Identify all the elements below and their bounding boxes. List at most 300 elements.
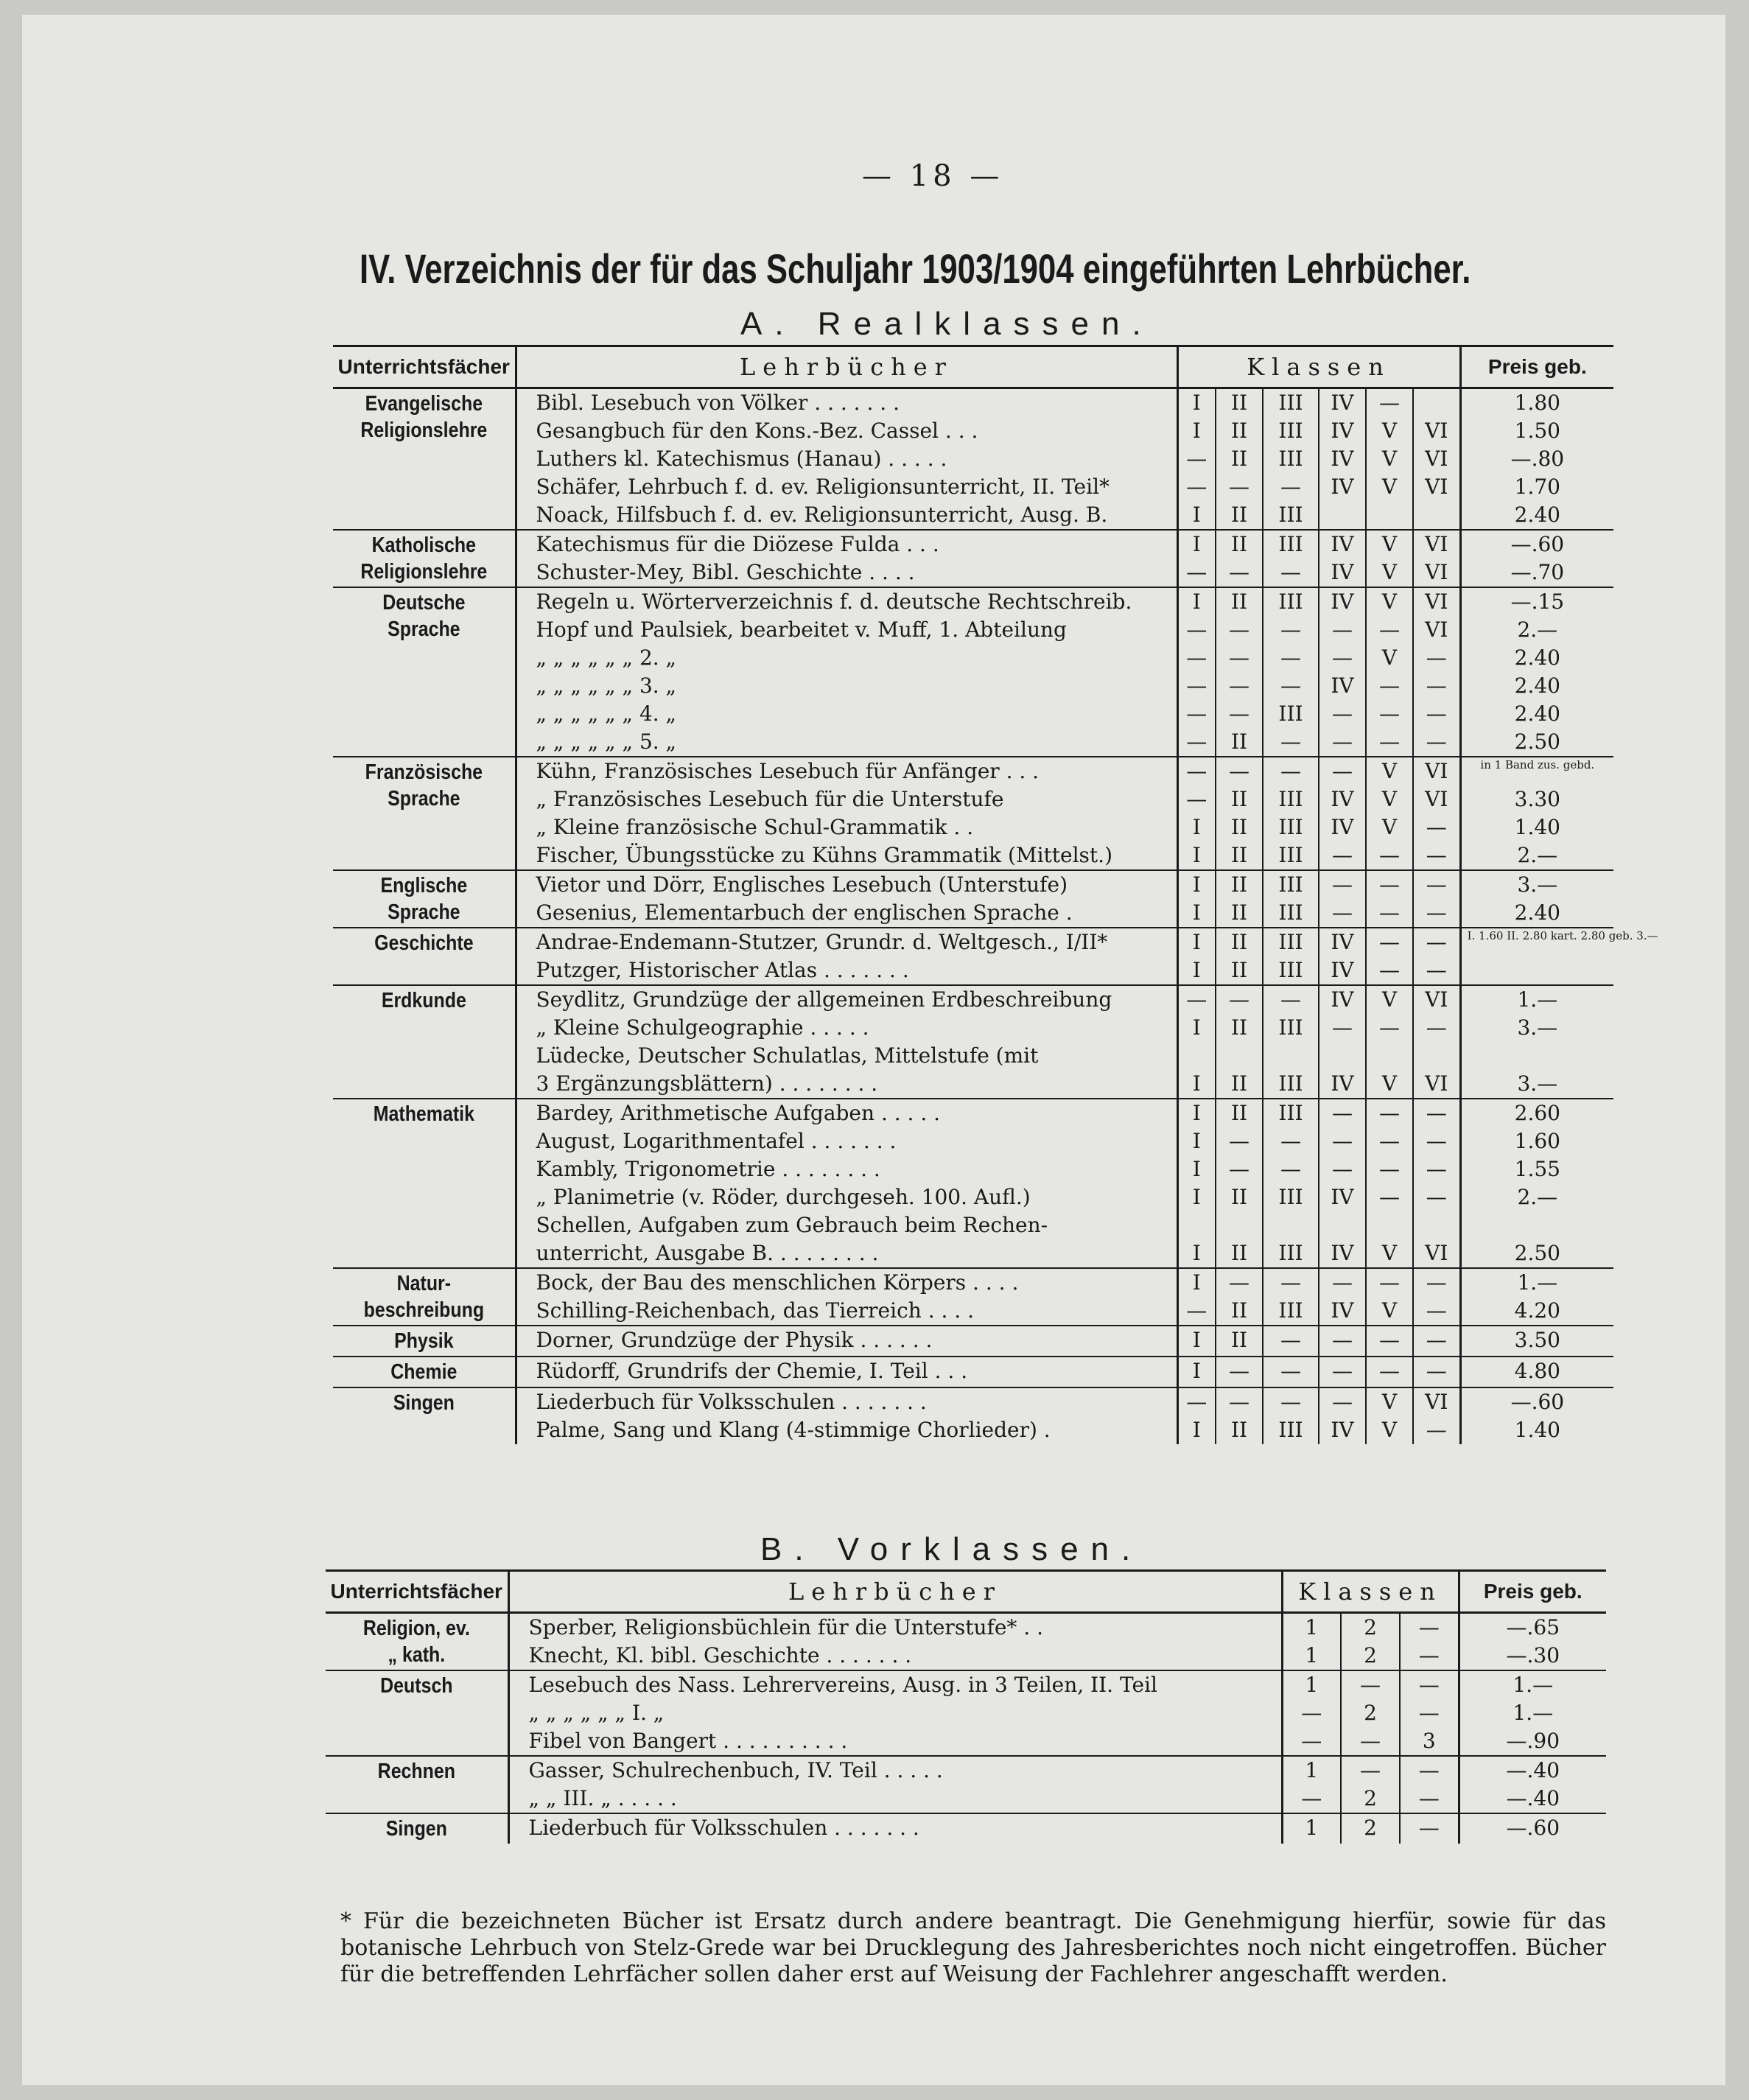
class-cell: I <box>1177 1416 1216 1444</box>
book-title: Dorner, Grundzüge der Physik . . . . . . <box>516 1326 1177 1357</box>
class-cell: IV <box>1319 530 1366 559</box>
class-cell: — <box>1216 985 1263 1014</box>
price-cell: 3.30 <box>1514 787 1560 811</box>
subject-cell: Singen <box>338 1813 495 1844</box>
book-title: „ Kleine Schulgeographie . . . . . <box>516 1014 1177 1042</box>
header-books: Lehrbücher <box>516 346 1177 388</box>
table-row <box>333 473 1613 501</box>
book-title: Regeln u. Wörterverzeichnis f. d. deutsche Rechtschreib. <box>516 587 1177 616</box>
table-row <box>333 1387 1613 1416</box>
table-row <box>333 899 1613 928</box>
class-cell: III <box>1263 700 1319 728</box>
class-cell: I <box>1177 813 1216 841</box>
table-row <box>326 1642 1606 1670</box>
class-cell: — <box>1413 1357 1460 1387</box>
class-cell: IV <box>1319 928 1366 956</box>
class-cell: IV <box>1319 956 1366 985</box>
price-cell: —.60 <box>1460 530 1613 559</box>
class-cell: — <box>1413 700 1460 728</box>
price-cell: 3.— <box>1517 1071 1558 1096</box>
class-cell: IV <box>1319 785 1366 813</box>
book-title: Knecht, Kl. bibl. Geschichte . . . . . . . <box>508 1642 1282 1670</box>
class-cell: — <box>1263 1326 1319 1357</box>
price-cell <box>1460 1042 1613 1070</box>
class-cell: — <box>1319 1099 1366 1127</box>
book-title: Katechismus für die Diözese Fulda . . . <box>516 530 1177 559</box>
class-cell: — <box>1177 672 1216 700</box>
table-row <box>326 1613 1606 1642</box>
book-title: 3 Ergänzungsblättern) . . . . . . . . <box>516 1070 1177 1099</box>
price-cell: 2.40 <box>1514 900 1560 925</box>
subject-cell: Religion, ev. „ kath. <box>338 1613 495 1671</box>
class-cell: V <box>1366 1387 1413 1416</box>
table-row <box>333 1014 1613 1042</box>
price-cell: 2.40 <box>1514 673 1560 698</box>
class-cell: — <box>1216 757 1263 785</box>
subject-cell: Singen <box>346 1387 502 1444</box>
price-cell: —.30 <box>1506 1643 1560 1667</box>
class-cell: — <box>1177 700 1216 728</box>
price-cell: 1.70 <box>1514 475 1560 499</box>
class-cell: I <box>1177 587 1216 616</box>
class-cell: II <box>1216 1099 1263 1127</box>
price-cell: 1.— <box>1460 1268 1613 1297</box>
class-cell: V <box>1366 587 1413 616</box>
class-cell <box>1177 1211 1216 1239</box>
class-cell: VI <box>1413 985 1460 1014</box>
class-cell: IV <box>1319 587 1366 616</box>
class-cell: III <box>1263 501 1319 530</box>
book-title: Bibl. Lesebuch von Völker . . . . . . . <box>516 388 1177 418</box>
book-title: „ Französisches Lesebuch für die Unterstufe <box>516 785 1177 813</box>
subject-cell: Deutsche Sprache <box>346 587 502 757</box>
subject-cell: Geschichte <box>346 928 502 985</box>
class-cell: III <box>1263 587 1319 616</box>
class-cell: — <box>1413 899 1460 928</box>
table-row <box>333 870 1613 899</box>
class-cell: V <box>1366 445 1413 473</box>
class-cell: III <box>1263 1297 1319 1326</box>
class-cell: II <box>1216 870 1263 899</box>
class-cell: II <box>1216 1326 1263 1357</box>
book-title: Kambly, Trigonometrie . . . . . . . . <box>516 1155 1177 1183</box>
class-cell: IV <box>1319 445 1366 473</box>
class-cell: III <box>1263 870 1319 899</box>
book-title: Liederbuch für Volksschulen . . . . . . . <box>508 1813 1282 1844</box>
book-title: Fischer, Übungsstücke zu Kühns Grammatik (Mittelst.) <box>516 841 1177 870</box>
price-cell: —.60 <box>1459 1813 1606 1844</box>
class-cell: — <box>1263 672 1319 700</box>
table-row <box>333 1268 1613 1297</box>
class-cell: — <box>1319 644 1366 672</box>
class-cell: — <box>1177 445 1216 473</box>
table-row <box>333 1099 1613 1127</box>
class-cell: IV <box>1319 813 1366 841</box>
class-cell: 2 <box>1341 1785 1400 1813</box>
class-cell <box>1319 1042 1366 1070</box>
class-cell: — <box>1263 644 1319 672</box>
price-cell: —.65 <box>1506 1615 1560 1639</box>
table-row <box>333 1297 1613 1326</box>
class-cell: 2 <box>1341 1699 1400 1727</box>
price-cell: 2.40 <box>1514 503 1560 527</box>
price-cell: —.40 <box>1459 1756 1606 1785</box>
class-cell: VI <box>1413 1239 1460 1268</box>
class-cell: V <box>1366 1070 1413 1099</box>
class-cell: — <box>1319 841 1366 870</box>
class-cell: IV <box>1319 1297 1366 1326</box>
class-cell: VI <box>1413 559 1460 587</box>
subject-cell: Englische Sprache <box>346 870 502 928</box>
class-cell: I <box>1177 1099 1216 1127</box>
class-cell: — <box>1177 728 1216 757</box>
class-cell: — <box>1177 616 1216 644</box>
class-cell <box>1319 1211 1366 1239</box>
book-title: „ „ „ „ „ „ 3. „ <box>516 672 1177 700</box>
price-cell: 3.— <box>1460 870 1613 899</box>
class-cell: VI <box>1413 757 1460 785</box>
class-cell: I <box>1177 417 1216 445</box>
book-title: Bardey, Arithmetische Aufgaben . . . . . <box>516 1099 1177 1127</box>
class-cell: — <box>1319 870 1366 899</box>
class-cell: 3 <box>1400 1727 1459 1756</box>
book-title: „ „ „ „ „ „ 4. „ <box>516 700 1177 728</box>
class-cell: — <box>1263 616 1319 644</box>
class-cell <box>1413 1042 1460 1070</box>
class-cell: 2 <box>1341 1813 1400 1844</box>
class-cell: — <box>1400 1642 1459 1670</box>
price-cell: —.60 <box>1460 1387 1613 1416</box>
class-cell: VI <box>1413 1070 1460 1099</box>
class-cell: III <box>1263 928 1319 956</box>
book-title: Lüdecke, Deutscher Schulatlas, Mittelstufe (mit <box>516 1042 1177 1070</box>
class-cell: II <box>1216 841 1263 870</box>
subject-cell: Natur- beschreibung <box>346 1268 502 1326</box>
class-cell: — <box>1413 1127 1460 1155</box>
class-cell: I <box>1177 841 1216 870</box>
table-row <box>333 728 1613 757</box>
book-title: Putzger, Historischer Atlas . . . . . . . <box>516 956 1177 985</box>
class-cell: — <box>1263 1268 1319 1297</box>
book-title: Rüdorff, Grundrifs der Chemie, I. Teil . . . <box>516 1357 1177 1387</box>
class-cell: — <box>1366 728 1413 757</box>
class-cell: — <box>1413 841 1460 870</box>
class-cell: III <box>1263 1014 1319 1042</box>
class-cell <box>1263 1211 1319 1239</box>
class-cell: — <box>1263 1155 1319 1183</box>
class-cell: II <box>1216 956 1263 985</box>
price-cell: 1.50 <box>1514 419 1560 443</box>
table-row <box>333 841 1613 870</box>
price-cell: 2.40 <box>1514 645 1560 670</box>
price-cell: 2.— <box>1517 617 1558 642</box>
table-row <box>333 672 1613 700</box>
table-row <box>333 1211 1613 1239</box>
class-cell: II <box>1216 1014 1263 1042</box>
price-cell: 4.20 <box>1514 1298 1560 1323</box>
book-title: Schellen, Aufgaben zum Gebrauch beim Rechen- <box>516 1211 1177 1239</box>
price-cell: 1.60 <box>1514 1129 1560 1153</box>
class-cell: — <box>1413 813 1460 841</box>
price-cell: 3.— <box>1517 1015 1558 1040</box>
class-cell: V <box>1366 985 1413 1014</box>
book-title: „ „ „ „ „ „ I. „ <box>508 1699 1282 1727</box>
price-cell: 1.40 <box>1514 815 1560 839</box>
class-cell: — <box>1341 1756 1400 1785</box>
class-cell: — <box>1413 1268 1460 1297</box>
header-classes: Klassen <box>1282 1571 1459 1613</box>
class-cell: 1 <box>1282 1813 1341 1844</box>
header-price: Preis geb. <box>1459 1571 1606 1613</box>
class-cell: — <box>1400 1670 1459 1699</box>
class-cell: IV <box>1319 1416 1366 1444</box>
class-cell: III <box>1263 388 1319 418</box>
table-row <box>326 1699 1606 1727</box>
subject-cell: Rechnen <box>338 1756 495 1813</box>
class-cell: VI <box>1413 1387 1460 1416</box>
book-title: Gesenius, Elementarbuch der englischen Sprache . <box>516 899 1177 928</box>
class-cell: — <box>1177 1297 1216 1326</box>
subject-cell: Mathematik <box>346 1099 502 1268</box>
class-cell: — <box>1263 473 1319 501</box>
table-row <box>333 956 1613 985</box>
table-row <box>333 1155 1613 1183</box>
class-cell: V <box>1366 1416 1413 1444</box>
class-cell: — <box>1366 928 1413 956</box>
class-cell: — <box>1216 473 1263 501</box>
class-cell: — <box>1366 870 1413 899</box>
book-title: Vietor und Dörr, Englisches Lesebuch (Unterstufe) <box>516 870 1177 899</box>
book-title: „ „ „ „ „ „ 5. „ <box>516 728 1177 757</box>
class-cell: V <box>1366 473 1413 501</box>
class-cell: 2 <box>1341 1613 1400 1642</box>
class-cell: — <box>1177 985 1216 1014</box>
table-row <box>333 813 1613 841</box>
book-title: Palme, Sang und Klang (4-stimmige Chorlieder) . <box>516 1416 1177 1444</box>
table-row <box>333 559 1613 587</box>
table-row <box>333 1326 1613 1357</box>
table-row <box>326 1756 1606 1785</box>
class-cell: VI <box>1413 417 1460 445</box>
page-heading: IV. Verzeichnis der für das Schuljahr 1903/1904 eingeführten Lehrbücher. <box>360 245 1471 292</box>
class-cell: II <box>1216 928 1263 956</box>
header-books: Lehrbücher <box>508 1571 1282 1613</box>
class-cell: III <box>1263 813 1319 841</box>
class-cell: V <box>1366 1239 1413 1268</box>
class-cell: — <box>1366 700 1413 728</box>
class-cell: — <box>1177 757 1216 785</box>
class-cell: V <box>1366 559 1413 587</box>
class-cell: — <box>1366 1014 1413 1042</box>
class-cell: II <box>1216 587 1263 616</box>
book-title: Kühn, Französisches Lesebuch für Anfänger . . . <box>516 757 1177 785</box>
table-row <box>333 985 1613 1014</box>
class-cell: I <box>1177 899 1216 928</box>
class-cell: — <box>1263 1127 1319 1155</box>
class-cell: — <box>1413 870 1460 899</box>
class-cell <box>1216 1211 1263 1239</box>
subject-cell: Chemie <box>346 1357 502 1387</box>
class-cell: — <box>1216 1357 1263 1387</box>
class-cell: — <box>1366 1357 1413 1387</box>
table-row <box>333 1183 1613 1211</box>
price-cell: —.40 <box>1506 1786 1560 1810</box>
class-cell: — <box>1319 728 1366 757</box>
price-cell: —.80 <box>1510 447 1565 471</box>
table-row <box>326 1813 1606 1844</box>
class-cell: — <box>1366 1127 1413 1155</box>
price-cell: —.70 <box>1510 560 1565 584</box>
class-cell: — <box>1177 785 1216 813</box>
price-cell: 2.— <box>1517 843 1558 867</box>
class-cell: II <box>1216 1183 1263 1211</box>
class-cell: VI <box>1413 616 1460 644</box>
subject-cell: Katholische Religionslehre <box>346 530 502 587</box>
class-cell: — <box>1366 1099 1413 1127</box>
book-title: Schäfer, Lehrbuch f. d. ev. Religionsunterricht, II. Teil* <box>516 473 1177 501</box>
class-cell: — <box>1177 1387 1216 1416</box>
class-cell: — <box>1216 1268 1263 1297</box>
table-row <box>333 1127 1613 1155</box>
class-cell: II <box>1216 1297 1263 1326</box>
class-cell <box>1413 501 1460 530</box>
class-cell: I <box>1177 1070 1216 1099</box>
book-title: „ „ „ „ „ „ 2. „ <box>516 644 1177 672</box>
class-cell: — <box>1413 1183 1460 1211</box>
class-cell: — <box>1366 1326 1413 1357</box>
class-cell: — <box>1263 1357 1319 1387</box>
class-cell: — <box>1413 956 1460 985</box>
class-cell: — <box>1366 841 1413 870</box>
book-title: „ „ III. „ . . . . . <box>508 1785 1282 1813</box>
class-cell: — <box>1319 1014 1366 1042</box>
class-cell: — <box>1319 1357 1366 1387</box>
class-cell: — <box>1319 1387 1366 1416</box>
header-price: Preis geb. <box>1460 346 1613 388</box>
class-cell: V <box>1366 1297 1413 1326</box>
class-cell: I <box>1177 1014 1216 1042</box>
subject-cell: Erdkunde <box>346 985 502 1099</box>
price-cell: 1.80 <box>1514 391 1560 415</box>
class-cell: — <box>1366 1183 1413 1211</box>
class-cell: III <box>1263 956 1319 985</box>
class-cell: II <box>1216 1416 1263 1444</box>
class-cell: — <box>1282 1785 1341 1813</box>
class-cell: — <box>1319 616 1366 644</box>
class-cell: — <box>1282 1699 1341 1727</box>
class-cell: — <box>1413 1326 1460 1357</box>
class-cell <box>1263 1042 1319 1070</box>
book-title: Gasser, Schulrechenbuch, IV. Teil . . . . . <box>508 1756 1282 1785</box>
class-cell: IV <box>1319 388 1366 418</box>
footnote: * Für die bezeichneten Bücher ist Ersatz durch andere beantragt. Die Genehmigung hierfür, sowie für das botanische Lehrbuch von Stelz-Grede war bei Drucklegung des Jahresberichtes noch nicht eingetroffen. Bücher für die betreffenden Lehrfächer sollen daher erst auf Weisung der Fachlehrer angeschafft werden. <box>340 1908 1606 1987</box>
table-row <box>333 1070 1613 1099</box>
book-title: Schilling-Reichenbach, das Tierreich . . . . <box>516 1297 1177 1326</box>
price-cell: 1.— <box>1459 1670 1606 1699</box>
class-cell: III <box>1263 1239 1319 1268</box>
table-row <box>333 928 1613 956</box>
class-cell: — <box>1366 1268 1413 1297</box>
table-row <box>333 445 1613 473</box>
class-cell: II <box>1216 388 1263 418</box>
class-cell: I <box>1177 530 1216 559</box>
class-cell: III <box>1263 1099 1319 1127</box>
class-cell: — <box>1263 559 1319 587</box>
class-cell: — <box>1263 757 1319 785</box>
class-cell: II <box>1216 899 1263 928</box>
class-cell: IV <box>1319 1070 1366 1099</box>
table-row <box>333 388 1613 418</box>
class-cell: — <box>1413 728 1460 757</box>
class-cell: — <box>1177 473 1216 501</box>
class-cell: I <box>1177 1357 1216 1387</box>
class-cell <box>1413 388 1460 418</box>
class-cell: II <box>1216 445 1263 473</box>
class-cell: — <box>1216 559 1263 587</box>
class-cell: I <box>1177 501 1216 530</box>
class-cell: — <box>1216 644 1263 672</box>
class-cell: 1 <box>1282 1670 1341 1699</box>
class-cell: I <box>1177 1268 1216 1297</box>
class-cell: — <box>1319 700 1366 728</box>
class-cell: I <box>1177 1239 1216 1268</box>
class-cell: IV <box>1319 559 1366 587</box>
header-subjects: Unterrichtsfächer <box>333 346 516 388</box>
table-row <box>333 785 1613 813</box>
price-cell <box>1460 956 1613 985</box>
price-cell: I. 1.60 II. 2.80 kart. 2.80 geb. 3.— <box>1460 928 1613 956</box>
class-cell: 1 <box>1282 1642 1341 1670</box>
class-cell <box>1366 501 1413 530</box>
section-a-title: A. Realklassen. <box>740 306 1154 342</box>
class-cell: II <box>1216 1239 1263 1268</box>
table-row <box>326 1785 1606 1813</box>
class-cell: — <box>1400 1613 1459 1642</box>
class-cell: II <box>1216 530 1263 559</box>
class-cell: — <box>1319 899 1366 928</box>
class-cell: — <box>1366 616 1413 644</box>
class-cell: — <box>1366 899 1413 928</box>
table-row <box>333 1357 1613 1387</box>
class-cell: — <box>1400 1813 1459 1844</box>
class-cell: — <box>1319 1155 1366 1183</box>
class-cell: VI <box>1413 785 1460 813</box>
class-cell: — <box>1413 1297 1460 1326</box>
class-cell: — <box>1177 559 1216 587</box>
class-cell <box>1177 1042 1216 1070</box>
book-title: August, Logarithmentafel . . . . . . . <box>516 1127 1177 1155</box>
class-cell: — <box>1413 1155 1460 1183</box>
table-row <box>333 1042 1613 1070</box>
class-cell: — <box>1319 1127 1366 1155</box>
class-cell: 1 <box>1282 1613 1341 1642</box>
class-cell: — <box>1177 644 1216 672</box>
class-cell: — <box>1216 700 1263 728</box>
price-cell: 2.40 <box>1514 701 1560 726</box>
class-cell: II <box>1216 1070 1263 1099</box>
class-cell: II <box>1216 785 1263 813</box>
class-cell: 1 <box>1282 1756 1341 1785</box>
class-cell: I <box>1177 1155 1216 1183</box>
class-cell: VI <box>1413 473 1460 501</box>
class-cell: — <box>1263 1387 1319 1416</box>
table-row <box>333 501 1613 530</box>
class-cell: — <box>1413 1099 1460 1127</box>
class-cell: V <box>1366 644 1413 672</box>
class-cell: I <box>1177 1127 1216 1155</box>
book-title: Noack, Hilfsbuch f. d. ev. Religionsunterricht, Ausg. B. <box>516 501 1177 530</box>
class-cell: — <box>1216 1127 1263 1155</box>
